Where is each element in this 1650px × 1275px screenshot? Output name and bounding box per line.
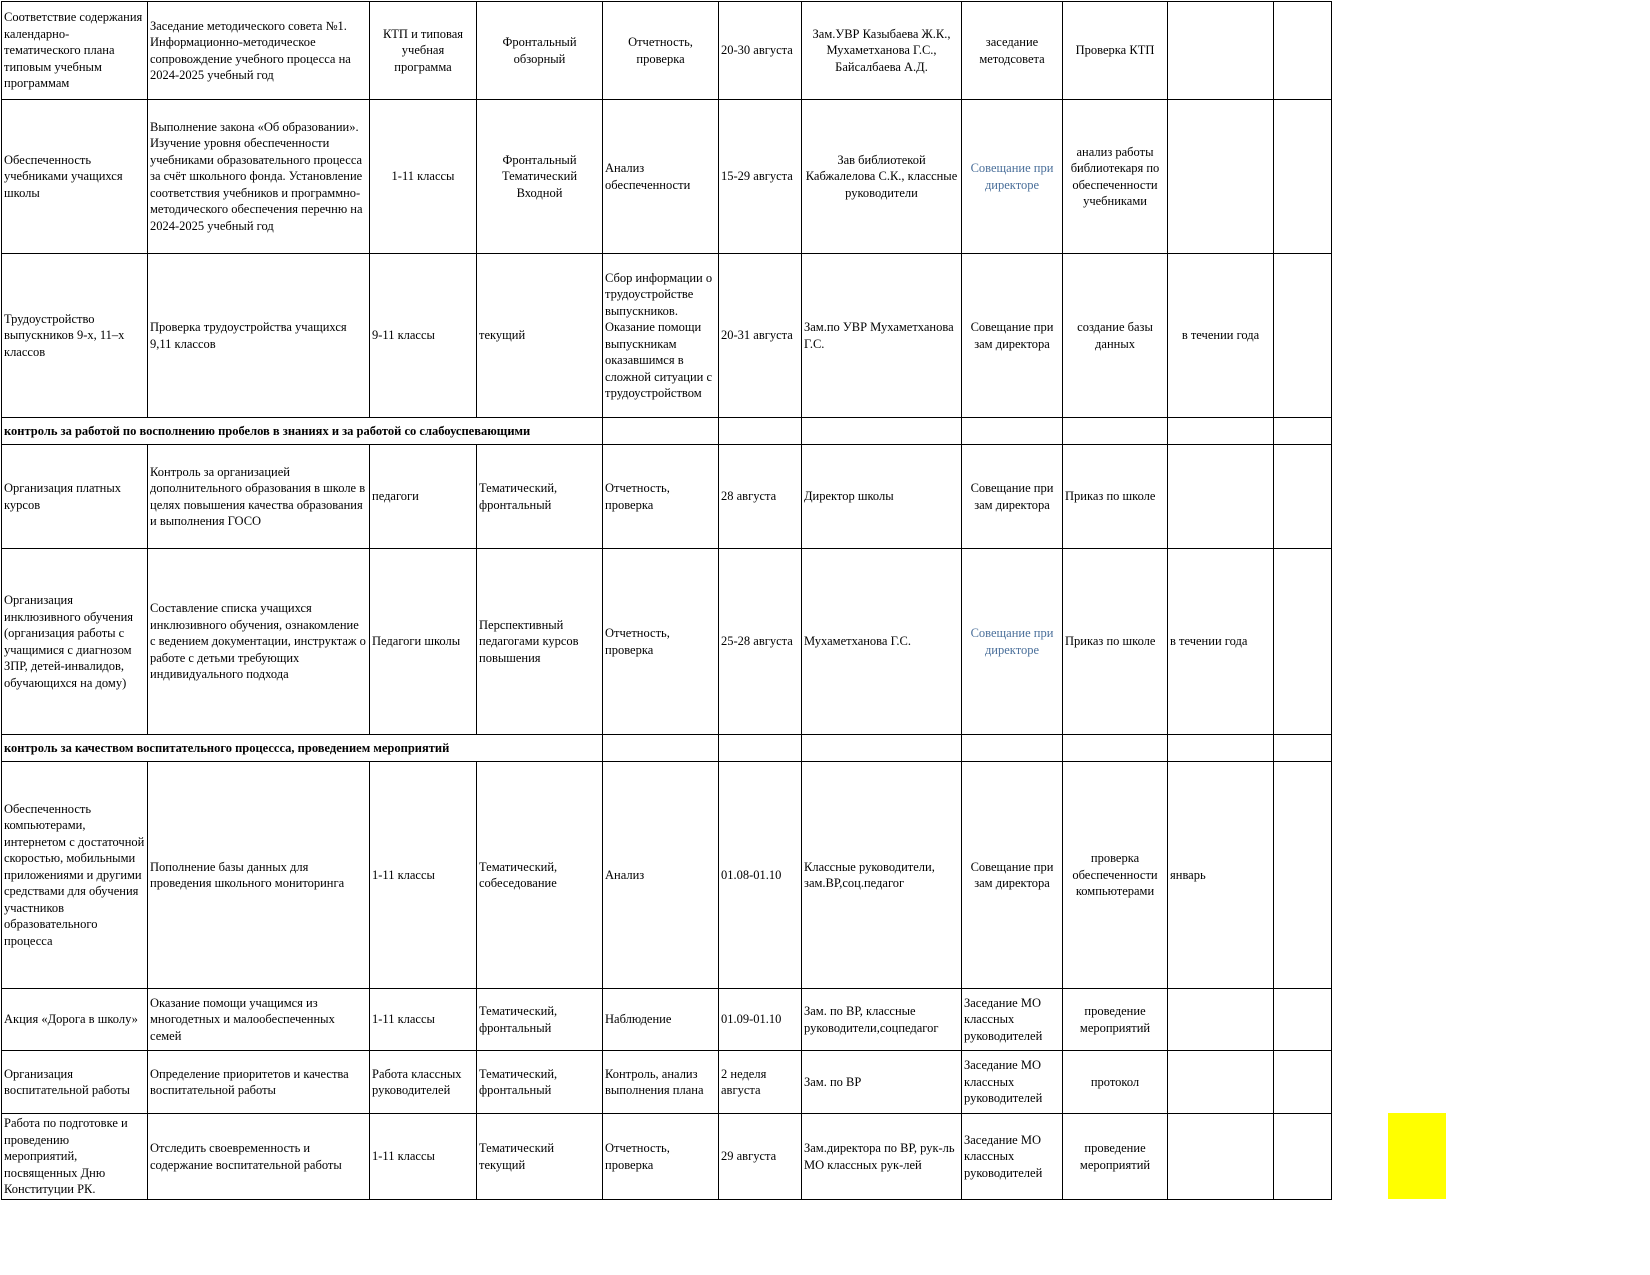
cell-venue: Совещание при директоре bbox=[962, 100, 1063, 254]
cell-venue: Заседание МО классных руководителей bbox=[962, 1114, 1063, 1200]
cell-dates: 01.08-01.10 bbox=[719, 762, 802, 989]
cell-last bbox=[1274, 254, 1332, 418]
table-row bbox=[2, 762, 1332, 989]
cell-dates: 01.09-01.10 bbox=[719, 989, 802, 1051]
cell-empty bbox=[719, 418, 802, 445]
cell-type: Тематический, фронтальный bbox=[477, 989, 603, 1051]
cell-venue: Заседание МО классных руководителей bbox=[962, 989, 1063, 1051]
table-row bbox=[2, 1051, 1332, 1114]
cell-object: 1-11 классы bbox=[370, 762, 477, 989]
cell-dates: 15-29 августа bbox=[719, 100, 802, 254]
table-row bbox=[2, 100, 1332, 254]
cell-type: Фронтальный Тематический Входной bbox=[477, 100, 603, 254]
cell-empty bbox=[603, 735, 719, 762]
cell-object: педагоги bbox=[370, 445, 477, 549]
cell-extra bbox=[1168, 445, 1274, 549]
cell-empty bbox=[1168, 418, 1274, 445]
cell-method: Отчетность, проверка bbox=[603, 445, 719, 549]
cell-method: Контроль, анализ выполнения плана bbox=[603, 1051, 719, 1114]
cell-last bbox=[1274, 549, 1332, 735]
cell-empty bbox=[962, 735, 1063, 762]
cell-topic: Обеспеченность компьютерами, интернетом с достаточной скоростью, мобильными приложениями и другими средствами для обучения участников образовательного процесса bbox=[2, 762, 148, 989]
cell-goal: Оказание помощи учащимся из многодетных и малообеспеченных семей bbox=[148, 989, 370, 1051]
cell-topic: Соответствие содержания календарно-тематического плана типовым учебным программам bbox=[2, 2, 148, 100]
cell-goal: Составление списка учащихся инклюзивного обучения, ознакомление с ведением документации, инструктаж о работе с детьми требующих индивидуального подхода bbox=[148, 549, 370, 735]
table-row bbox=[2, 989, 1332, 1051]
yellow-highlight-box bbox=[1388, 1113, 1446, 1199]
cell-extra: в течении года bbox=[1168, 549, 1274, 735]
cell-responsible: Мухаметханова Г.С. bbox=[802, 549, 962, 735]
cell-object: 1-11 классы bbox=[370, 100, 477, 254]
cell-extra bbox=[1168, 2, 1274, 100]
cell-responsible: Зам.директора по ВР, рук-ль МО классных рук-лей bbox=[802, 1114, 962, 1200]
cell-empty bbox=[719, 735, 802, 762]
cell-result: проверка обеспеченности компьютерами bbox=[1063, 762, 1168, 989]
cell-dates: 2 неделя августа bbox=[719, 1051, 802, 1114]
section-row bbox=[2, 418, 1332, 445]
cell-method: Отчетность, проверка bbox=[603, 1114, 719, 1200]
cell-dates: 25-28 августа bbox=[719, 549, 802, 735]
cell-last bbox=[1274, 100, 1332, 254]
cell-responsible: Зам. по ВР, классные руководители,соцпедагог bbox=[802, 989, 962, 1051]
cell-result: протокол bbox=[1063, 1051, 1168, 1114]
cell-dates: 29 августа bbox=[719, 1114, 802, 1200]
cell-method: Сбор информации о трудоустройстве выпускников. Оказание помощи выпускникам оказавшимся в сложной ситуации с трудоустройством bbox=[603, 254, 719, 418]
cell-object: Педагоги школы bbox=[370, 549, 477, 735]
cell-goal: Отследить своевременность и содержание воспитательной работы bbox=[148, 1114, 370, 1200]
cell-topic: Акция «Дорога в школу» bbox=[2, 989, 148, 1051]
cell-venue: Заседание МО классных руководителей bbox=[962, 1051, 1063, 1114]
cell-topic: Обеспеченность учебниками учащихся школы bbox=[2, 100, 148, 254]
cell-responsible: Зам.по УВР Мухаметханова Г.С. bbox=[802, 254, 962, 418]
control-plan-table bbox=[1, 1, 1332, 1200]
cell-type: Тематический текущий bbox=[477, 1114, 603, 1200]
cell-goal: Пополнение базы данных для проведения школьного мониторинга bbox=[148, 762, 370, 989]
table-row bbox=[2, 445, 1332, 549]
table-row bbox=[2, 549, 1332, 735]
cell-method: Отчетность, проверка bbox=[603, 549, 719, 735]
cell-object: 1-11 классы bbox=[370, 989, 477, 1051]
cell-venue: Совещание при зам директора bbox=[962, 762, 1063, 989]
cell-empty bbox=[1274, 418, 1332, 445]
cell-empty bbox=[1274, 735, 1332, 762]
cell-venue: Совещание при зам директора bbox=[962, 254, 1063, 418]
cell-dates: 20-30 августа bbox=[719, 2, 802, 100]
cell-type: Тематический, собеседование bbox=[477, 762, 603, 989]
cell-last bbox=[1274, 445, 1332, 549]
cell-result: анализ работы библиотекаря по обеспеченности учебниками bbox=[1063, 100, 1168, 254]
cell-dates: 20-31 августа bbox=[719, 254, 802, 418]
cell-empty bbox=[962, 418, 1063, 445]
table-row bbox=[2, 254, 1332, 418]
cell-venue: заседание методсовета bbox=[962, 2, 1063, 100]
cell-responsible: Зам. по ВР bbox=[802, 1051, 962, 1114]
cell-extra bbox=[1168, 1114, 1274, 1200]
cell-type: Тематический, фронтальный bbox=[477, 445, 603, 549]
cell-result: Приказ по школе bbox=[1063, 445, 1168, 549]
cell-responsible: Зам.УВР Казыбаева Ж.К., Мухаметханова Г.С., Байсалбаева А.Д. bbox=[802, 2, 962, 100]
cell-goal: Выполнение закона «Об образовании». Изучение уровня обеспеченности учебниками образовательного процесса за счёт школьного фонда. Установление соответствия учебников и программно-методического обеспечения перечню на 2024-2025 учебный год bbox=[148, 100, 370, 254]
cell-goal: Определение приоритетов и качества воспитательной работы bbox=[148, 1051, 370, 1114]
cell-topic: Организация инклюзивного обучения (организация работы с учащимися с диагнозом ЗПР, детей-инвалидов, обучающихся на дому) bbox=[2, 549, 148, 735]
cell-last bbox=[1274, 1114, 1332, 1200]
cell-type: Тематический, фронтальный bbox=[477, 1051, 603, 1114]
cell-method: Отчетность, проверка bbox=[603, 2, 719, 100]
cell-result: Приказ по школе bbox=[1063, 549, 1168, 735]
cell-extra: в течении года bbox=[1168, 254, 1274, 418]
cell-method: Анализ обеспеченности bbox=[603, 100, 719, 254]
cell-goal: Заседание методического совета №1. Информационно-методическое сопровождение учебного процесса на 2024-2025 учебный год bbox=[148, 2, 370, 100]
cell-last bbox=[1274, 2, 1332, 100]
cell-type: Фронтальный обзорный bbox=[477, 2, 603, 100]
cell-venue: Совещание при зам директора bbox=[962, 445, 1063, 549]
cell-extra bbox=[1168, 989, 1274, 1051]
cell-last bbox=[1274, 1051, 1332, 1114]
cell-topic: Трудоустройство выпускников 9-х, 11–х классов bbox=[2, 254, 148, 418]
cell-object: Работа классных руководителей bbox=[370, 1051, 477, 1114]
cell-extra bbox=[1168, 100, 1274, 254]
cell-type: текущий bbox=[477, 254, 603, 418]
cell-result: Проверка КТП bbox=[1063, 2, 1168, 100]
cell-result: проведение мероприятий bbox=[1063, 1114, 1168, 1200]
cell-last bbox=[1274, 989, 1332, 1051]
cell-empty bbox=[1168, 735, 1274, 762]
cell-empty bbox=[1063, 418, 1168, 445]
cell-empty bbox=[802, 418, 962, 445]
section-heading: контроль за работой по восполнению пробелов в знаниях и за работой со слабоуспевающими bbox=[2, 418, 603, 445]
cell-object: КТП и типовая учебная программа bbox=[370, 2, 477, 100]
table-row bbox=[2, 2, 1332, 100]
cell-responsible: Классные руководители, зам.ВР,соц.педагог bbox=[802, 762, 962, 989]
cell-empty bbox=[603, 418, 719, 445]
cell-method: Наблюдение bbox=[603, 989, 719, 1051]
section-row bbox=[2, 735, 1332, 762]
cell-type: Перспективный педагогами курсов повышения bbox=[477, 549, 603, 735]
cell-empty bbox=[1063, 735, 1168, 762]
cell-last bbox=[1274, 762, 1332, 989]
cell-result: проведение мероприятий bbox=[1063, 989, 1168, 1051]
section-heading: контроль за качеством воспитательного процессса, проведением мероприятий bbox=[2, 735, 603, 762]
cell-goal: Проверка трудоустройства учащихся 9,11 классов bbox=[148, 254, 370, 418]
cell-result: создание базы данных bbox=[1063, 254, 1168, 418]
cell-venue: Совещание при директоре bbox=[962, 549, 1063, 735]
cell-empty bbox=[802, 735, 962, 762]
cell-extra bbox=[1168, 1051, 1274, 1114]
cell-topic: Организация воспитательной работы bbox=[2, 1051, 148, 1114]
cell-object: 9-11 классы bbox=[370, 254, 477, 418]
cell-object: 1-11 классы bbox=[370, 1114, 477, 1200]
cell-topic: Работа по подготовке и проведению мероприятий, посвященных Дню Конституции РК. bbox=[2, 1114, 148, 1200]
cell-method: Анализ bbox=[603, 762, 719, 989]
cell-dates: 28 августа bbox=[719, 445, 802, 549]
cell-responsible: Директор школы bbox=[802, 445, 962, 549]
table-row bbox=[2, 1114, 1332, 1200]
cell-goal: Контроль за организацией дополнительного образования в школе в целях повышения качества образования и выполнения ГОСО bbox=[148, 445, 370, 549]
cell-topic: Организация платных курсов bbox=[2, 445, 148, 549]
cell-responsible: Зав библиотекой Кабжалелова С.К., классные руководители bbox=[802, 100, 962, 254]
cell-extra: январь bbox=[1168, 762, 1274, 989]
